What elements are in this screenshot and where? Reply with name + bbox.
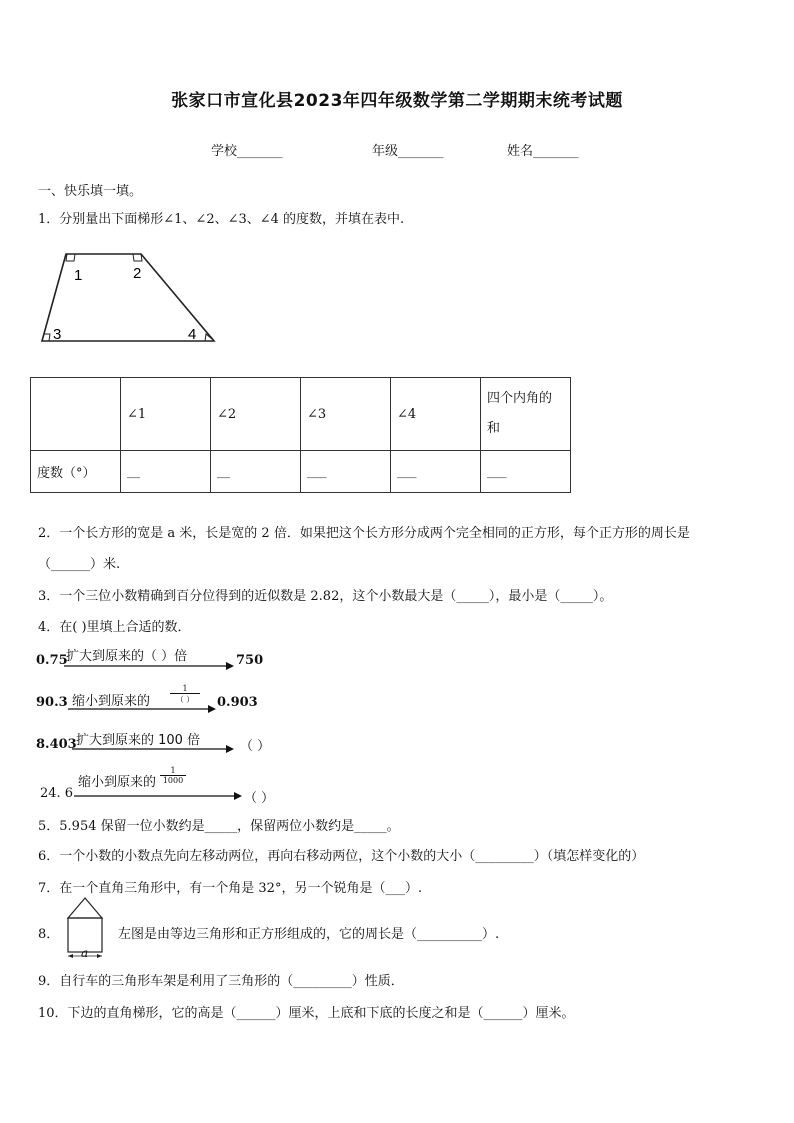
table-cell-angle2[interactable]: __: [211, 451, 301, 493]
question-4-intro: 4．在( )里填上合适的数．: [38, 620, 191, 635]
q4-row-2: [36, 684, 266, 714]
arrow-right-icon: [68, 704, 216, 714]
q4-r2-frac-den[interactable]: （ ）: [175, 695, 195, 704]
question-6: 6．一个小数的小数点先向左移动两位，再向右移动两位，这个小数的大小（_________）（填怎样变化的）: [38, 849, 645, 864]
question-9: 9．自行车的三角形车架是利用了三角形的（_________）性质．: [38, 974, 404, 989]
q4-row-3: [36, 729, 296, 755]
name-blank[interactable]: _______: [533, 144, 579, 159]
q4-r1-right: 750: [236, 653, 264, 668]
q4-r1-left: 0.75: [36, 653, 68, 668]
grade-label: 年级: [372, 144, 399, 159]
q4-r3-left: 8.403: [36, 737, 77, 752]
table-header-sum: [481, 378, 571, 451]
table-header-angle3: ∠3: [301, 378, 391, 451]
q4-r2-label: 缩小到原来的: [72, 694, 151, 709]
school-blank[interactable]: _______: [237, 144, 283, 159]
grade-field: [372, 140, 444, 159]
section-heading: 一、快乐填一填。: [38, 184, 143, 199]
question-1-text: 1．分别量出下面梯形∠1、∠2、∠3、∠4 的度数，并填在表中.: [38, 212, 405, 227]
arrow-right-icon: [72, 744, 234, 754]
q4-r3-right[interactable]: （ ）: [240, 739, 271, 754]
side-label-a: a: [81, 946, 89, 960]
table-header-sum-line1: 四个内角的: [487, 391, 553, 406]
grade-blank[interactable]: _______: [398, 144, 444, 159]
q4-r2-right: 0.903: [217, 695, 258, 710]
question-10: 10．下边的直角梯形，它的高是（______）厘米，上底和下底的长度之和是（______）厘米。: [38, 1006, 575, 1021]
table-header-angle1: ∠1: [121, 378, 211, 451]
q4-row-1: [36, 645, 266, 671]
angle-label-4: 4: [188, 326, 197, 343]
angle-label-2: 2: [133, 265, 142, 282]
question-3: 3．一个三位小数精确到百分位得到的近似数是 2.82，这个小数最大是（_____），最小是（_____）。: [38, 589, 613, 604]
table-cell-sum[interactable]: ___: [481, 451, 571, 493]
angle-label-1: 1: [74, 267, 83, 284]
table-row-label: 度数（°）: [31, 451, 121, 493]
q4-r2-frac-num: 1: [170, 684, 200, 694]
q4-r2-fraction: [170, 684, 200, 705]
q4-r4-left: 24. 6: [40, 786, 74, 801]
table-header-row: [31, 378, 571, 451]
arrow-right-icon: [74, 791, 242, 801]
q4-row-4: [36, 766, 296, 806]
table-header-sum-line2: 和: [487, 421, 501, 436]
q4-r2-left: 90.3: [36, 695, 68, 710]
q4-r3-label: 扩大到原来的 100 倍: [76, 733, 201, 748]
table-row: [31, 451, 571, 493]
table-header-empty: [31, 378, 121, 451]
question-5: 5．5.954 保留一位小数约是_____，保留两位小数约是_____。: [38, 819, 400, 834]
table-header-angle2: ∠2: [211, 378, 301, 451]
question-8-number: 8．: [38, 927, 60, 942]
arrow-right-icon: [64, 661, 234, 671]
angle-label-3: 3: [53, 326, 62, 343]
name-field: [507, 140, 579, 159]
q4-r4-frac-den: 1000: [162, 776, 184, 785]
school-field: [211, 140, 283, 159]
page-title: 张家口市宣化县2023年四年级数学第二学期期末统考试题: [171, 91, 623, 111]
question-2-line2: （______）米.: [38, 557, 121, 572]
question-8-text: 左图是由等边三角形和正方形组成的，它的周长是（__________）.: [118, 927, 500, 942]
table-cell-angle4[interactable]: ___: [391, 451, 481, 493]
q4-r1-label: 扩大到原来的（ ）倍: [66, 649, 188, 664]
q4-r4-fraction: [160, 766, 186, 785]
q4-r4-right[interactable]: （ ）: [244, 791, 275, 806]
q4-r4-label: 缩小到原来的: [78, 775, 157, 790]
angle-table: [30, 377, 571, 493]
q4-r4-frac-num: 1: [160, 766, 186, 776]
table-cell-angle3[interactable]: ___: [301, 451, 391, 493]
school-label: 学校: [211, 144, 238, 159]
trapezoid-figure: [36, 248, 226, 348]
name-label: 姓名: [507, 144, 534, 159]
question-7: 7．在一个直角三角形中，有一个角是 32°，另一个锐角是（___）.: [38, 881, 423, 896]
question-2-line1: 2．一个长方形的宽是 a 米，长是宽的 2 倍．如果把这个长方形分成两个完全相同的正方形，每个正方形的周长是: [38, 526, 690, 541]
table-header-angle4: ∠4: [391, 378, 481, 451]
table-cell-angle1[interactable]: __: [121, 451, 211, 493]
